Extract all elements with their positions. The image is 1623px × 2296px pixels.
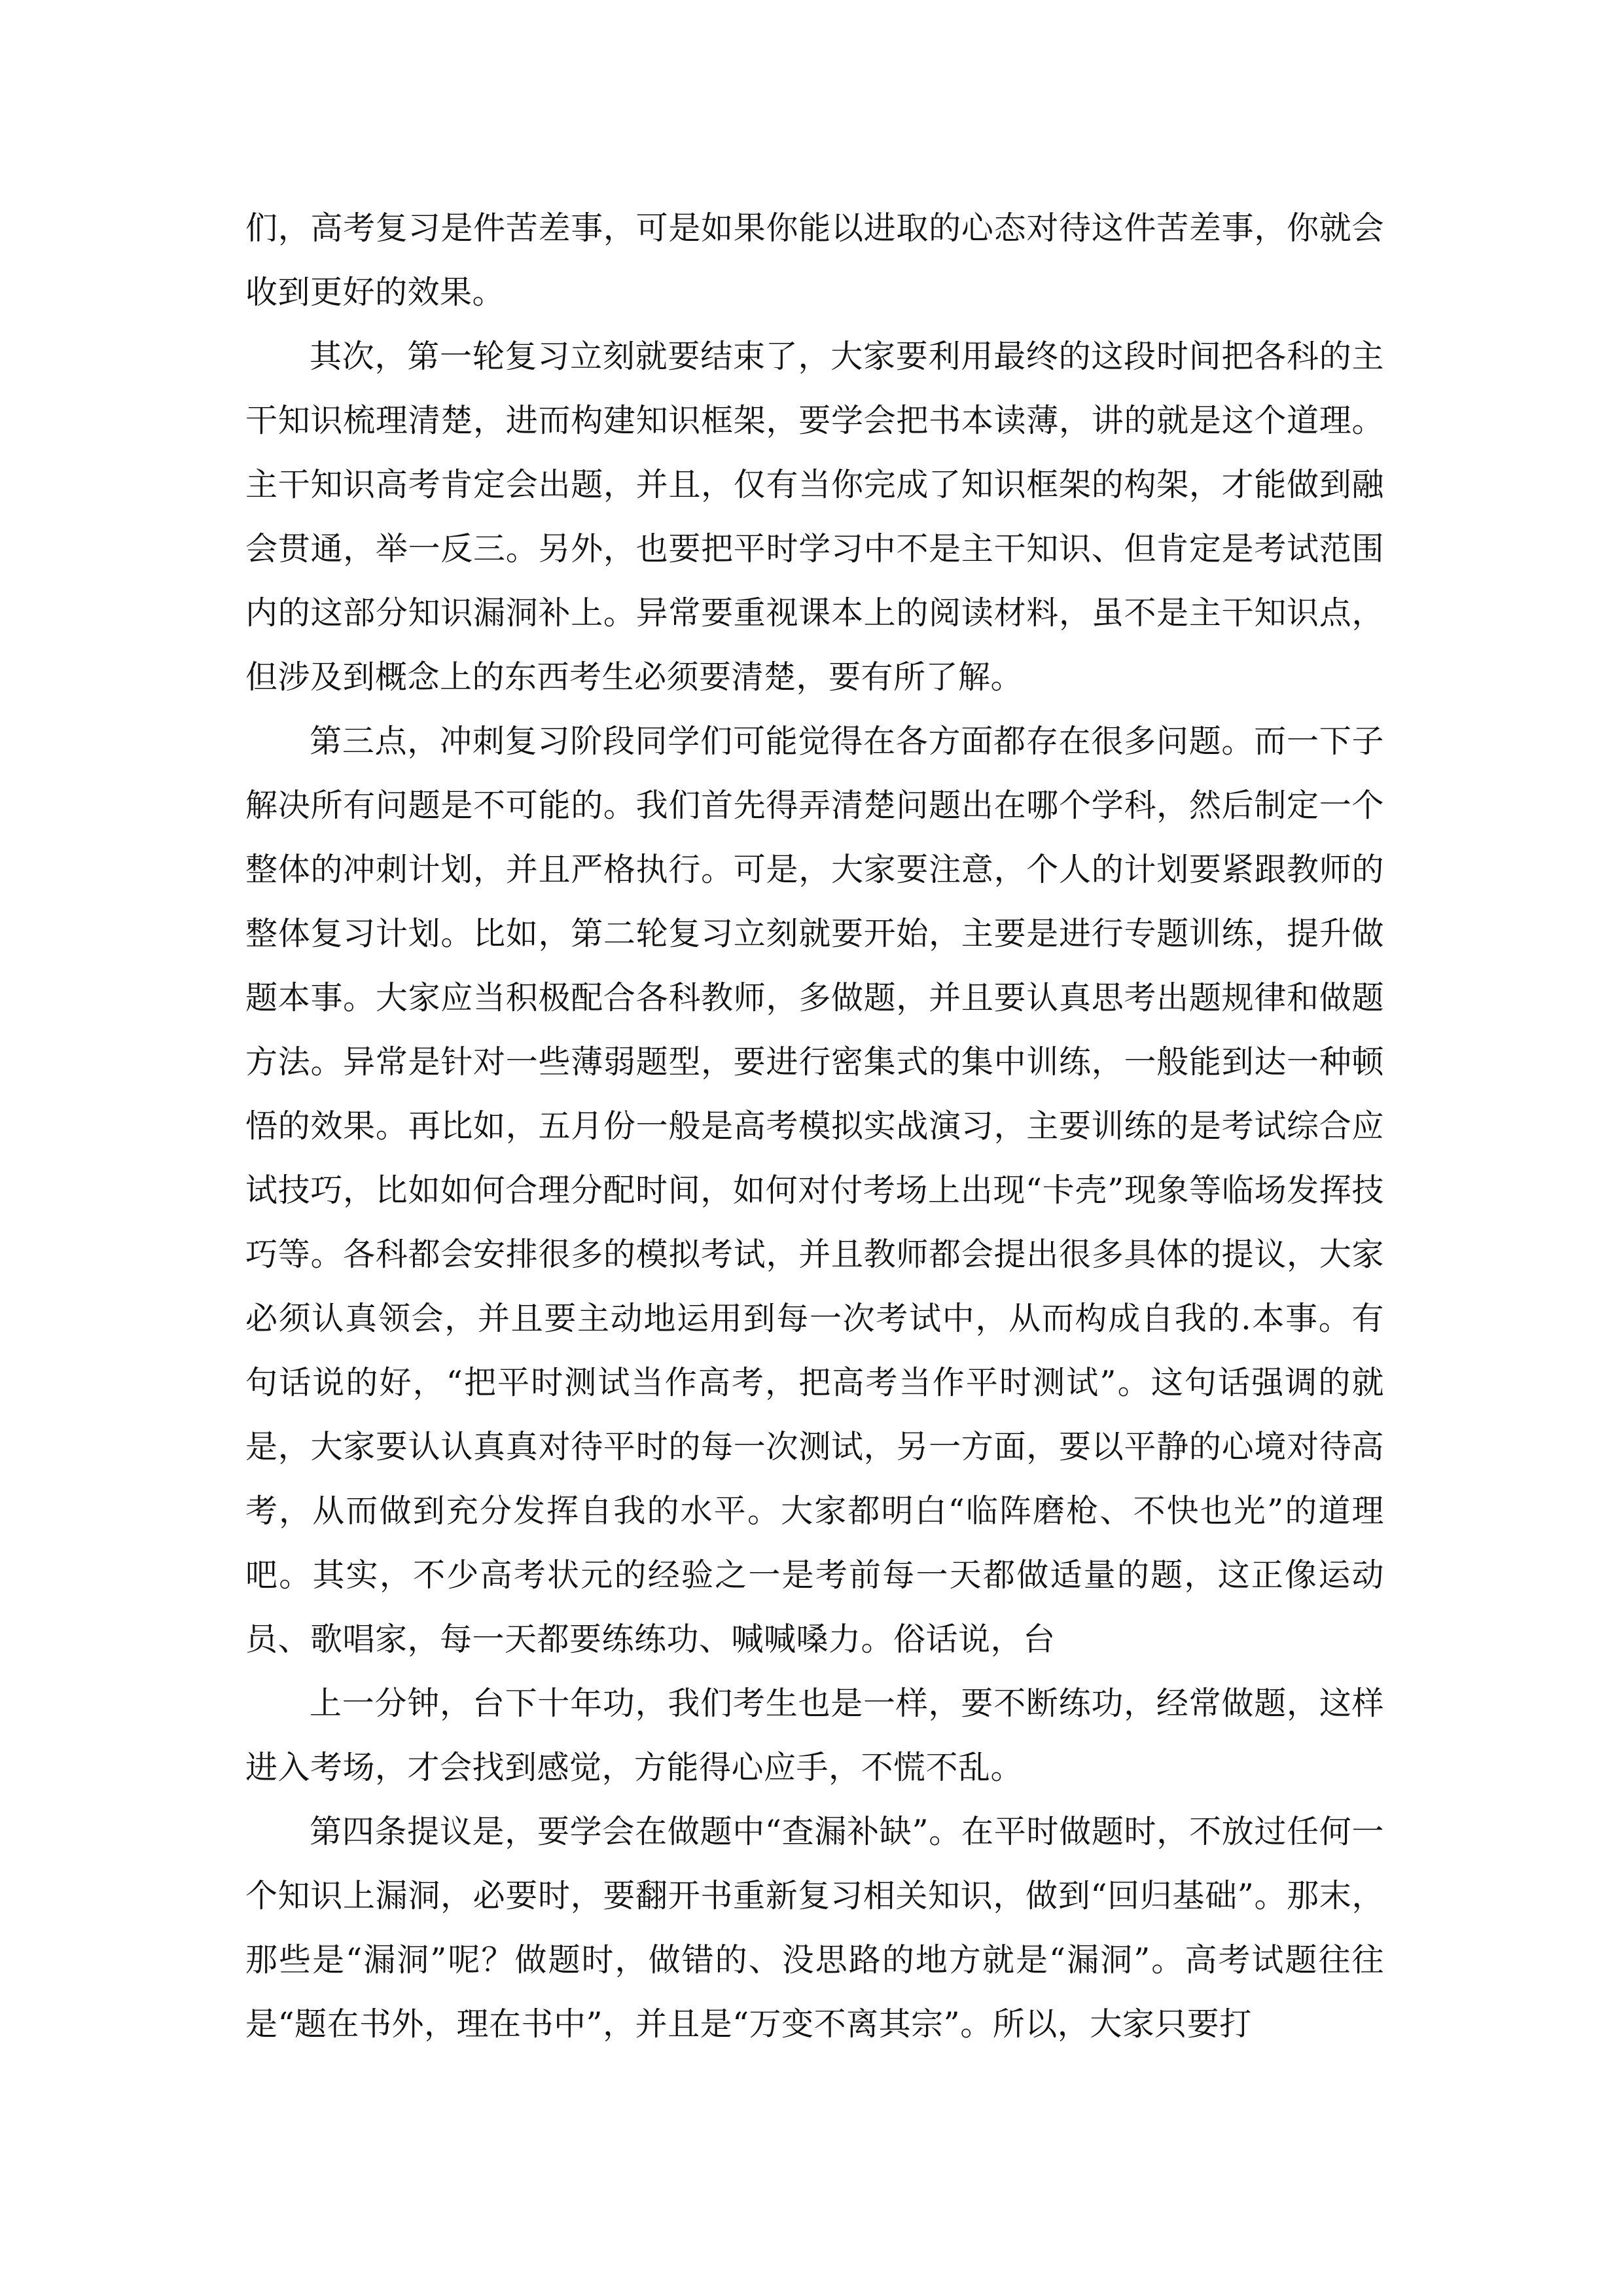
paragraph-continuation: 们，高考复习是件苦差事，可是如果你能以进取的心态对待这件苦差事，你就会收到更好的效果。	[245, 209, 1384, 311]
paragraph-second-point: 其次，第一轮复习立刻就要结束了，大家要利用最终的这段时间把各科的主干知识梳理清楚，进而构建知识框架，要学会把书本读薄，讲的就是这个道理。主干知识高考肯定会出题，并且，仅有当你完成了知识框架的构架，才能做到融会贯通，举一反三。另外，也要把平时学习中不是主干知识、但肯定是考试范围内的这部分知识漏洞补上。异常要重视课本上的阅读材料，虽不是主干知识点，但涉及到概念上的东西考生必须要清楚，要有所了解。	[245, 338, 1384, 696]
paragraph-third-point-continued: 上一分钟，台下十年功，我们考生也是一样，要不断练功，经常做题，这样进入考场，才会找到感觉，方能得心应手，不慌不乱。	[245, 1685, 1384, 1786]
paragraph-fourth-point: 第四条提议是，要学会在做题中“查漏补缺”。在平时做题时，不放过任何一个知识上漏洞，必要时，要翻开书重新复习相关知识，做到“回归基础”。那末，那些是“漏洞”呢？做题时，做错的、没思路的地方就是“漏洞”。高考试题往往是“题在书外，理在书中”，并且是“万变不离其宗”。所以，大家只要打	[245, 1813, 1384, 2043]
paragraph-third-point: 第三点，冲刺复习阶段同学们可能觉得在各方面都存在很多问题。而一下子解决所有问题是不可能的。我们首先得弄清楚问题出在哪个学科，然后制定一个整体的冲刺计划，并且严格执行。可是，大家要注意，个人的计划要紧跟教师的整体复习计划。比如，第二轮复习立刻就要开始，主要是进行专题训练，提升做题本事。大家应当积极配合各科教师，多做题，并且要认真思考出题规律和做题方法。异常是针对一些薄弱题型，要进行密集式的集中训练，一般能到达一种顿悟的效果。再比如，五月份一般是高考模拟实战演习，主要训练的是考试综合应试技巧，比如如何合理分配时间，如何对付考场上出现“卡壳”现象等临场发挥技巧等。各科都会安排很多的模拟考试，并且教师都会提出很多具体的提议，大家必须认真领会，并且要主动地运用到每一次考试中，从而构成自我的.本事。有句话说的好，“把平时测试当作高考，把高考当作平时测试”。这句话强调的就是，大家要认认真真对待平时的每一次测试，另一方面，要以平静的心境对待高考，从而做到充分发挥自我的水平。大家都明白“临阵磨枪、不快也光”的道理吧。其实，不少高考状元的经验之一是考前每一天都做适量的题，这正像运动员、歌唱家，每一天都要练练功、喊喊嗓力。俗话说，台	[245, 723, 1384, 1658]
body-text	[245, 196, 1384, 2056]
